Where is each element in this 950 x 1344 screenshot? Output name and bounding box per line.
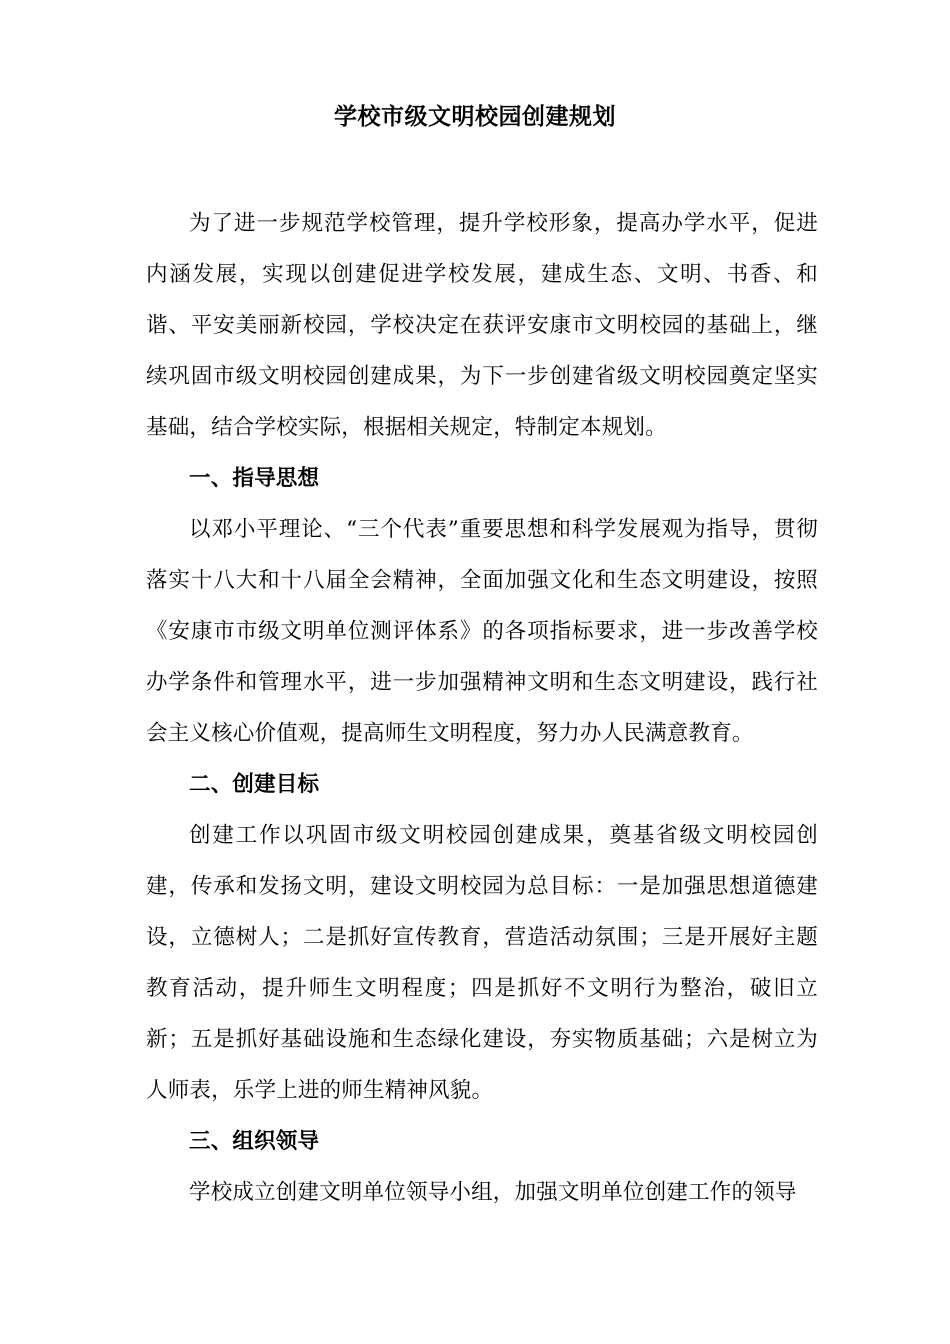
section-heading-guiding-ideology: 一、指导思想 xyxy=(189,466,320,491)
organization-paragraph: 学校成立创建文明单位领导小组，加强文明单位创建工作的领导 xyxy=(189,1180,797,1205)
section-heading-goals: 二、创建目标 xyxy=(189,772,320,797)
section-heading-organization: 三、组织领导 xyxy=(189,1129,320,1154)
document-title: 学校市级文明校园创建规划 xyxy=(334,103,616,130)
guiding-ideology-paragraph: 以邓小平理论、“三个代表”重要思想和科学发展观为指导，贯彻落实十八大和十八届全会精神，全面加强文化和生态文明建设，按照《安康市市级文明单位测评体系》的各项指标要求，进一步改善学校办学条件和管理水平，进一步加强精神文明和生态文明建设，践行社会主义核心价值观，提高师生文明程度，努力办人民满意教育。 xyxy=(146,517,818,746)
document-body xyxy=(146,198,818,1218)
goals-paragraph: 创建工作以巩固市级文明校园创建成果，奠基省级文明校园创建，传承和发扬文明，建设文明校园为总目标：一是加强思想道德建设，立德树人；二是抓好宣传教育，营造活动氛围；三是开展好主题教育活动，提升师生文明程度；四是抓好不文明行为整治，破旧立新；五是抓好基础设施和生态绿化建设，夯实物质基础；六是树立为人师表，乐学上进的师生精神风貌。 xyxy=(146,823,818,1103)
intro-paragraph: 为了进一步规范学校管理，提升学校形象，提高办学水平，促进内涵发展，实现以创建促进学校发展，建成生态、文明、书香、和谐、平安美丽新校园，学校决定在获评安康市文明校园的基础上，继续巩固市级文明校园创建成果，为下一步创建省级文明校园奠定坚实基础，结合学校实际，根据相关规定，特制定本规划。 xyxy=(146,211,818,440)
